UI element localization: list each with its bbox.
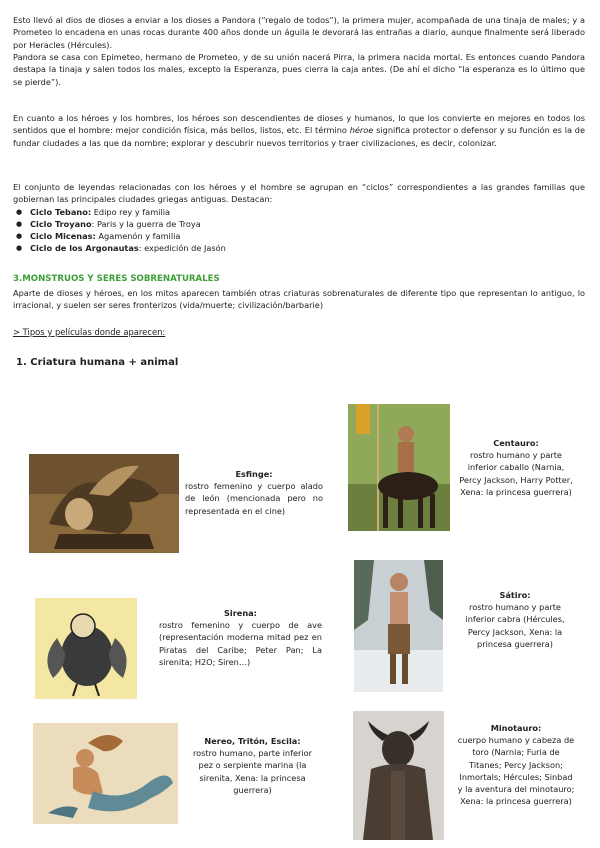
section-title: 3.MONSTRUOS Y SERES SOBRENATURALES [13,274,220,284]
list-item: ● Ciclo Tebano: Edipo rey y familia [16,206,576,218]
sirena-desc [159,607,322,668]
nereo-text: rostro humano, parte inferior pez o serpiente marina (la sirenita, Xena: la princesa guerrera) [192,748,313,795]
paragraph-epimeteo: Pandora se casa con Epimeteo, hermano de Prometeo, y de su unión nacerá Pirra, la primera nacida mortal. Es entonces cuando Pandora destapa la tinaja y salen todos los males, excepto la Esperanza, pues cierra la caja antes. (De ahí el dicho “la esperanza es lo último que se pierde”). [13,52,585,87]
centauro-image [348,404,450,531]
sirena-text: rostro femenino y cuerpo de ave (representación moderna mitad pez en Piratas del Caribe; Peter Pan; La sirenita; H2O; Siren…) [159,620,322,667]
satiro-title: Sátiro: [499,590,531,600]
esfinge-title: Esfinge: [235,469,273,479]
list-item: ● Ciclo Micenas: Agamenón y familia [16,230,576,242]
italic-term: héroe [349,125,374,136]
paragraph-pandora: Esto llevó al dios de dioses a enviar a los dioses a Pandora (“regalo de todos”), la primera mujer, acompañada de una tinaja de males; y a Prometeo lo encadena en unas rocas durante 400 años donde un águila le devorará las entrañas a diario, aunque finalmente será liberado por Heracles (Hércules). [13,15,585,50]
sirena-image [35,598,137,699]
paragraph-heroes: En cuanto a los héroes y los hombres, los héroes son descendientes de dioses y humanos, lo que los convierte en mejores en todos los sentidos que el hombre: mejor condición física, más bellos, listos, etc. El término héroe significa protector o defensor y su función es la de fundar ciudades a las que da nombre; explorar y descubrir nuevos territorios y traer civilizaciones, es decir, colonizar. [13,113,585,148]
centauro-text: rostro humano y parte inferior caballo (Narnia, Percy Jackson, Harry Potter, Xena: la princesa guerrera) [459,450,573,497]
minotauro-desc [456,722,576,807]
list-item: ● Ciclo de los Argonautas: expedición de Jasón [16,242,576,254]
cycles-list [16,206,576,254]
centauro-desc [457,437,575,498]
nereo-image [33,723,178,824]
satiro-image [354,560,443,692]
satiro-desc [456,589,574,650]
types-link[interactable]: > Tipos y películas donde aparecen: [13,327,166,337]
nereo-title: Nereo, Tritón, Escila: [204,736,301,746]
nereo-desc [185,735,320,796]
minotauro-image [353,711,444,840]
sirena-title: Sirena: [224,608,257,618]
esfinge-desc [185,468,323,517]
subheading: 1. Criatura humana + animal [16,357,179,368]
satiro-text: rostro humano y parte inferior cabra (Hércules, Percy Jackson, Xena: la princesa guerrera) [465,602,565,649]
esfinge-image [29,454,179,553]
paragraph-cycles: El conjunto de leyendas relacionadas con los héroes y el hombre se agrupan en “ciclos” correspondientes a las grandes familias que gobiernan las principales ciudades griegas antiguas. Destacan: [13,182,585,205]
minotauro-text: cuerpo humano y cabeza de toro (Narnia; Furia de Titanes; Percy Jackson; Inmortals; Hércules; Sinbad y la aventura del minotauro; Xena: la princesa guerrera) [457,735,575,807]
esfinge-text: rostro femenino y cuerpo alado de león (mencionada pero no representada en el cine) [185,481,323,516]
section-paragraph: Aparte de dioses y héroes, en los mitos aparecen también otras criaturas sobrenaturales de diferente tipo que representan lo antiguo, lo irracional, y suelen ser seres fronterizos (vida/muerte; civilización/barbarie) [13,288,585,311]
list-item: ● Ciclo Troyano: Paris y la guerra de Troya [16,218,576,230]
minotauro-title: Minotauro: [490,723,542,733]
centauro-title: Centauro: [493,438,539,448]
